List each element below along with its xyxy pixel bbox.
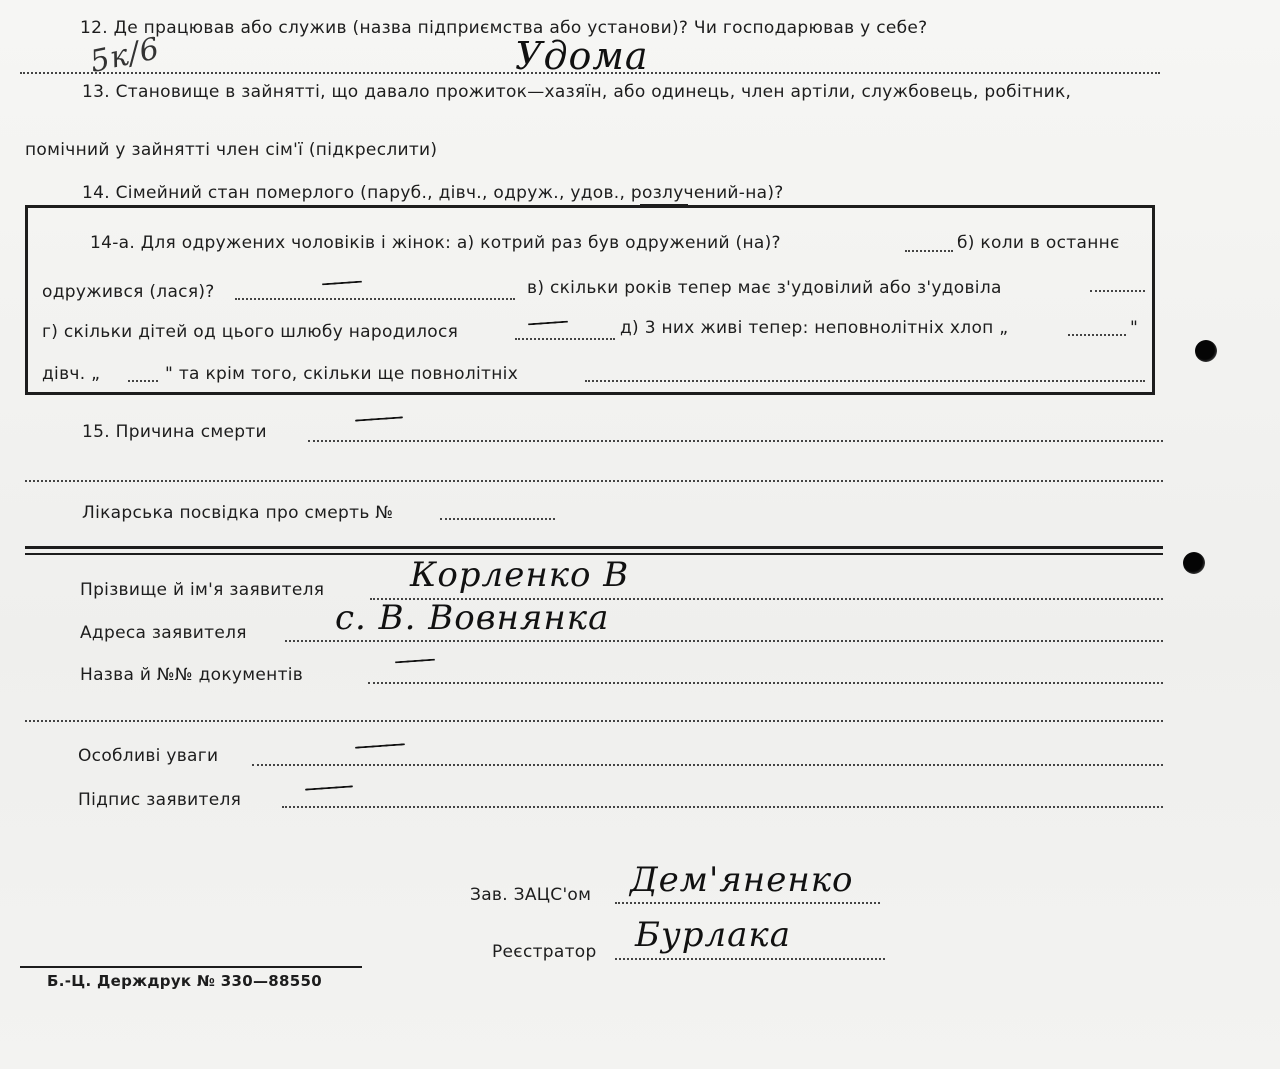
signature-dash (305, 785, 353, 790)
docs-line-1 (368, 682, 1163, 684)
registrar-label: Реєстратор (492, 942, 597, 962)
head-line (615, 902, 880, 904)
q15-line-2 (25, 480, 1163, 482)
q14a-line2a: одружився (лася)? (42, 282, 215, 302)
applicant-name-label: Прізвище й ім'я заявителя (80, 580, 325, 600)
q14a-dots-4 (515, 338, 615, 340)
signature-line (282, 806, 1163, 808)
q14a-line3a: г) скільки дітей од цього шлюбу народилося (42, 322, 459, 342)
docs-dash (395, 659, 435, 664)
q15-dash (355, 416, 403, 421)
binding-hole-1 (1195, 340, 1217, 362)
q13-line2: помічний у зайнятті член сім'ї (підкреслити) (25, 140, 438, 160)
footer-rule (20, 966, 362, 968)
applicant-address-value: с. В. Вовнянка (335, 598, 610, 638)
q14a-line1b: б) коли в останнє (957, 233, 1120, 253)
head-label: Зав. ЗАЦС'ом (470, 885, 592, 905)
notes-dash (355, 743, 405, 748)
q14a-dots-2 (235, 298, 515, 300)
notes-line (252, 764, 1163, 766)
q14a-dots-3 (1090, 290, 1145, 292)
separator-top (25, 546, 1163, 549)
q14a-line3c: " (1130, 318, 1139, 338)
registrar-line (615, 958, 885, 960)
binding-hole-2 (1183, 552, 1205, 574)
applicant-name-value: Корленко В (410, 555, 630, 595)
q14a-dots-6 (128, 380, 158, 382)
notes-label: Особливі уваги (78, 746, 219, 766)
q14a-line3b: д) 3 них живі тепер: неповнолітніх хлоп „ (620, 318, 1009, 338)
q12-answer: Удома (515, 34, 649, 78)
q14a-dots-1 (905, 250, 953, 252)
docs-label: Назва й №№ документів (80, 665, 304, 685)
head-signature: Дем'яненко (630, 860, 854, 900)
q14a-line4a: дівч. „ (42, 364, 101, 384)
q14a-line2b: в) скільки років тепер має з'удовілий або з'удовіла (527, 278, 1002, 298)
q15-label: 15. Причина смерти (82, 422, 267, 442)
printer-imprint: Б.-Ц. Держдрук № 330—88550 (47, 972, 322, 990)
q14a-line4b: " та крім того, скільки ще повнолітніх (165, 364, 519, 384)
applicant-address-line (285, 640, 1163, 642)
q14-text: 14. Сімейний стан померлого (паруб., дівч., одруж., удов., розлучений-на)? (82, 183, 784, 203)
q15-line-1 (308, 440, 1163, 442)
q14a-dots-7 (585, 380, 1145, 382)
medical-line (440, 518, 555, 520)
q14a-dots-5 (1068, 334, 1126, 336)
signature-label: Підпис заявителя (78, 790, 242, 810)
docs-line-2 (25, 720, 1163, 722)
q14a-line1a: 14-а. Для одружених чоловіків і жінок: а) котрий раз був одружений (на)? (90, 233, 781, 253)
registrar-signature: Бурлака (635, 915, 791, 955)
q12-text: 12. Де працював або служив (назва підприємства або установи)? Чи господарював у себе? (80, 18, 928, 38)
applicant-address-label: Адреса заявителя (80, 623, 247, 643)
medical-label: Лікарська посвідка про смерть № (82, 503, 394, 523)
q12-margin-note: 5к/6 (87, 31, 164, 80)
q13-line1: 13. Становище в зайнятті, що давало прожиток—хазяїн, або одинець, член артіли, службовець, робітник, (82, 82, 1072, 102)
